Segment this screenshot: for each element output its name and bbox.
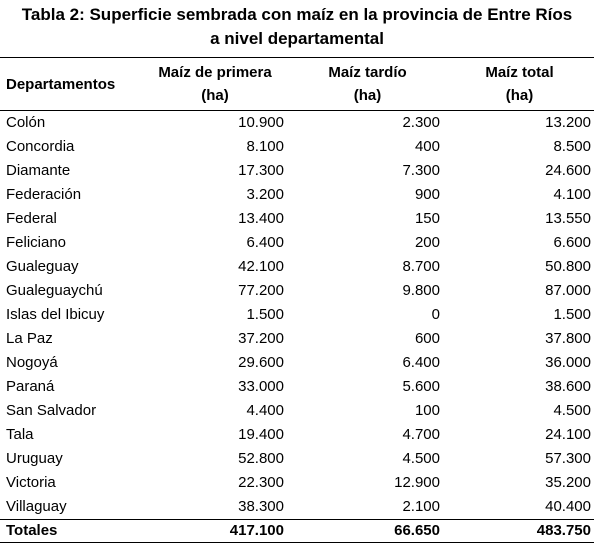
totals-maiz-primera: 417.100 [140, 520, 290, 543]
maiz-tardio-value: 5.600 [402, 378, 440, 395]
maiz-primera-value: 52.800 [238, 450, 284, 467]
department-name: Islas del Ibicuy [6, 306, 105, 323]
maiz-total-value: 35.200 [545, 474, 591, 491]
maiz-primera-value: 17.300 [238, 162, 284, 179]
maiz-tardio-value: 150 [414, 210, 440, 227]
maiz-tardio-value: 600 [414, 330, 440, 347]
table-title-line-2: a nivel departamental [210, 29, 384, 48]
maiz-tardio-value: 8.700 [402, 258, 440, 275]
maiz-primera-value: 42.100 [238, 258, 284, 275]
maiz-primera-value: 19.400 [238, 426, 284, 443]
table-row [0, 423, 594, 447]
header-maiz-primera-label: Maíz de primera [158, 64, 272, 81]
department-name: Federal [6, 210, 57, 227]
table-row [0, 135, 594, 159]
table-body [0, 111, 594, 520]
maiz-primera-value: 13.400 [238, 210, 284, 227]
table-row [0, 279, 594, 303]
totals-label: Totales [0, 520, 140, 543]
table-row [0, 471, 594, 495]
department-name: Federación [6, 186, 82, 203]
table-row [0, 207, 594, 231]
table-footer [0, 520, 594, 543]
maiz-tardio-value: 4.700 [402, 426, 440, 443]
maiz-total-value: 8.500 [553, 138, 591, 155]
header-maiz-primera [140, 58, 290, 111]
maiz-primera-value: 33.000 [238, 378, 284, 395]
maiz-total-value: 13.200 [545, 114, 591, 131]
department-name: La Paz [6, 330, 53, 347]
maiz-primera-value: 4.400 [246, 402, 284, 419]
maiz-tardio-value: 0 [431, 306, 440, 323]
maiz-total-value: 37.800 [545, 330, 591, 347]
maiz-tardio-value: 9.800 [402, 282, 440, 299]
maiz-primera-value: 1.500 [246, 306, 284, 323]
maiz-tardio-value: 7.300 [402, 162, 440, 179]
table-row [0, 375, 594, 399]
maiz-total-value: 24.100 [545, 426, 591, 443]
maiz-tardio-value: 400 [414, 138, 440, 155]
maiz-total-value: 4.100 [553, 186, 591, 203]
maize-area-table [0, 57, 594, 543]
totals-row [0, 520, 594, 543]
table-row [0, 255, 594, 279]
maiz-total-value: 36.000 [545, 354, 591, 371]
table-row [0, 159, 594, 183]
header-maiz-tardio-label: Maíz tardío [328, 64, 407, 81]
totals-maiz-tardio: 66.650 [290, 520, 445, 543]
header-maiz-primera-unit: (ha) [201, 87, 229, 104]
department-name: Tala [6, 426, 34, 443]
totals-maiz-total: 483.750 [445, 520, 594, 543]
maiz-total-value: 38.600 [545, 378, 591, 395]
maiz-tardio-value: 100 [414, 402, 440, 419]
table-row [0, 303, 594, 327]
table-row [0, 351, 594, 375]
department-name: Diamante [6, 162, 71, 179]
maiz-total-value: 6.600 [553, 234, 591, 251]
department-name: Colón [6, 114, 46, 131]
maiz-total-value: 4.500 [553, 402, 591, 419]
header-departamentos: Departamentos [0, 58, 140, 111]
department-name: San Salvador [6, 402, 97, 419]
maiz-primera-value: 38.300 [238, 498, 284, 515]
department-name: Nogoyá [6, 354, 58, 371]
department-name: Paraná [6, 378, 55, 395]
maiz-total-value: 13.550 [545, 210, 591, 227]
department-name: Concordia [6, 138, 75, 155]
maiz-tardio-value: 12.900 [394, 474, 440, 491]
department-name: Villaguay [6, 498, 67, 515]
table-row [0, 231, 594, 255]
header-maiz-total-unit: (ha) [505, 87, 534, 104]
maiz-tardio-value: 2.100 [402, 498, 440, 515]
department-name: Feliciano [6, 234, 67, 251]
maiz-primera-value: 6.400 [246, 234, 284, 251]
table-header [0, 58, 594, 111]
department-name: Gualeguay [6, 258, 79, 275]
department-name: Uruguay [6, 450, 63, 467]
maiz-primera-value: 3.200 [246, 186, 284, 203]
maiz-tardio-value: 6.400 [402, 354, 440, 371]
table-row [0, 183, 594, 207]
table-row [0, 447, 594, 471]
table-title-line-1: Tabla 2: Superficie sembrada con maíz en la provincia de Entre Ríos [21, 5, 573, 24]
department-name: Victoria [6, 474, 56, 491]
maiz-primera-value: 29.600 [238, 354, 284, 371]
table-row [0, 111, 594, 136]
maiz-total-value: 1.500 [553, 306, 591, 323]
maiz-total-value: 24.600 [545, 162, 591, 179]
table-row [0, 495, 594, 520]
header-row [0, 58, 594, 111]
table-row [0, 399, 594, 423]
header-maiz-total-label: Maíz total [485, 64, 554, 81]
header-maiz-tardio-unit: (ha) [353, 87, 382, 104]
maiz-total-value: 40.400 [545, 498, 591, 515]
maiz-total-value: 57.300 [545, 450, 591, 467]
maiz-primera-value: 10.900 [238, 114, 284, 131]
maiz-tardio-value: 4.500 [402, 450, 440, 467]
maiz-primera-value: 22.300 [238, 474, 284, 491]
header-maiz-total [445, 58, 594, 111]
maiz-primera-value: 37.200 [238, 330, 284, 347]
maiz-primera-value: 77.200 [238, 282, 284, 299]
maiz-tardio-value: 900 [414, 186, 440, 203]
maiz-tardio-value: 200 [414, 234, 440, 251]
maiz-tardio-value: 2.300 [402, 114, 440, 131]
maiz-primera-value: 8.100 [246, 138, 284, 155]
header-maiz-tardio [290, 58, 445, 111]
maiz-total-value: 87.000 [545, 282, 591, 299]
department-name: Gualeguaychú [6, 282, 103, 299]
table-title [0, 0, 594, 51]
table-row [0, 327, 594, 351]
maiz-total-value: 50.800 [545, 258, 591, 275]
